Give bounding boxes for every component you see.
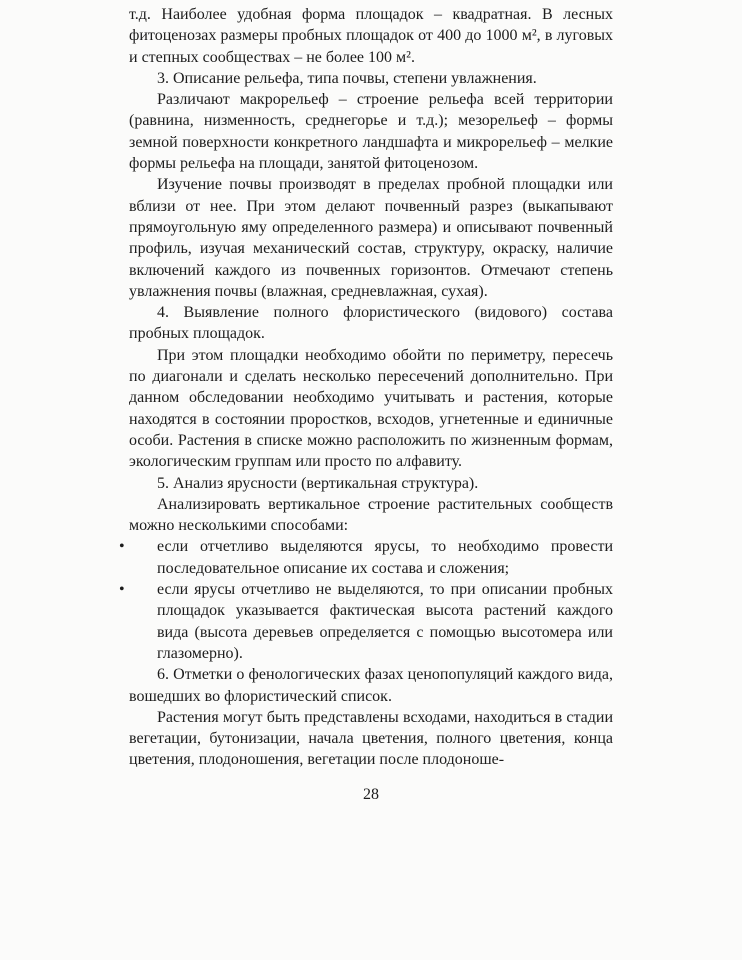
bullet-text: если ярусы отчетливо не выделяются, то при описании пробных площадок указывается фактическая высота растений каждого вида (высота деревьев определяется с помощью высотомера или глазомерно).: [157, 581, 613, 662]
paragraph-survey-method: При этом площадки необходимо обойти по периметру, пересечь по диагонали и сделать несколько пересечений дополнительно. При данном обследовании необходимо учитывать и растения, которые находятся в состоянии проростков, всходов, угнетенные и единичные особи. Растения в списке можно расположить по жизненным формам, экологическим группам или просто по алфавиту.: [129, 346, 613, 471]
heading-phenology: 6. Отметки о фенологических фазах ценопопуляций каждого вида, вошедших во флористический список.: [129, 666, 613, 705]
paragraph-soil-study: Изучение почвы производят в пределах пробной площадки или вблизи от нее. При этом делают почвенный разрез (выкапывают прямоугольную яму определенного размера) и описывают почвенный профиль, изучая механический состав, структуру, окраску, наличие включений каждого из почвенных горизонтов. Отмечают степень увлажнения почвы (влажная, средневлажная, сухая).: [129, 176, 613, 300]
page-number: 28: [363, 786, 379, 803]
bullet-item: [119, 579, 613, 664]
bullet-text: если отчетливо выделяются ярусы, то необходимо провести последовательное описание их состава и сложения;: [157, 538, 613, 577]
page-body-text: [119, 4, 613, 771]
paragraph-phenology-stages: Растения могут быть представлены всходами, находиться в стадии вегетации, бутонизации, начала цветения, полного цветения, конца цветения, плодоношения, вегетации после плодоноше-: [129, 708, 613, 769]
bullet-list: [119, 536, 613, 664]
heading-relief-soil: 3. Описание рельефа, типа почвы, степени увлажнения.: [157, 69, 537, 87]
paragraph-plot-shape: т.д. Наиболее удобная форма площадок – квадратная. В лесных фитоценозах размеры пробных площадок от 400 до 1000 м², в луговых и степных сообществах – не более 100 м².: [129, 6, 613, 66]
bullet-marker: •: [119, 538, 125, 556]
heading-layering-analysis: 5. Анализ ярусности (вертикальная структура).: [157, 474, 479, 492]
paragraph-relief-types: Различают макрорельеф – строение рельефа всей территории (равнина, низменность, среднегорье и т.д.); мезорельеф – формы земной поверхности конкретного ландшафта и микрорельеф – мелкие формы рельефа на площади, занятой фитоценозом.: [129, 91, 613, 173]
paragraph-vertical-structure: Анализировать вертикальное строение растительных сообществ можно несколькими способами:: [129, 495, 613, 535]
bullet-item: [119, 536, 613, 579]
bullet-marker: •: [119, 581, 125, 599]
heading-floristic-composition: 4. Выявление полного флористического (видового) состава пробных площадок.: [129, 304, 613, 343]
